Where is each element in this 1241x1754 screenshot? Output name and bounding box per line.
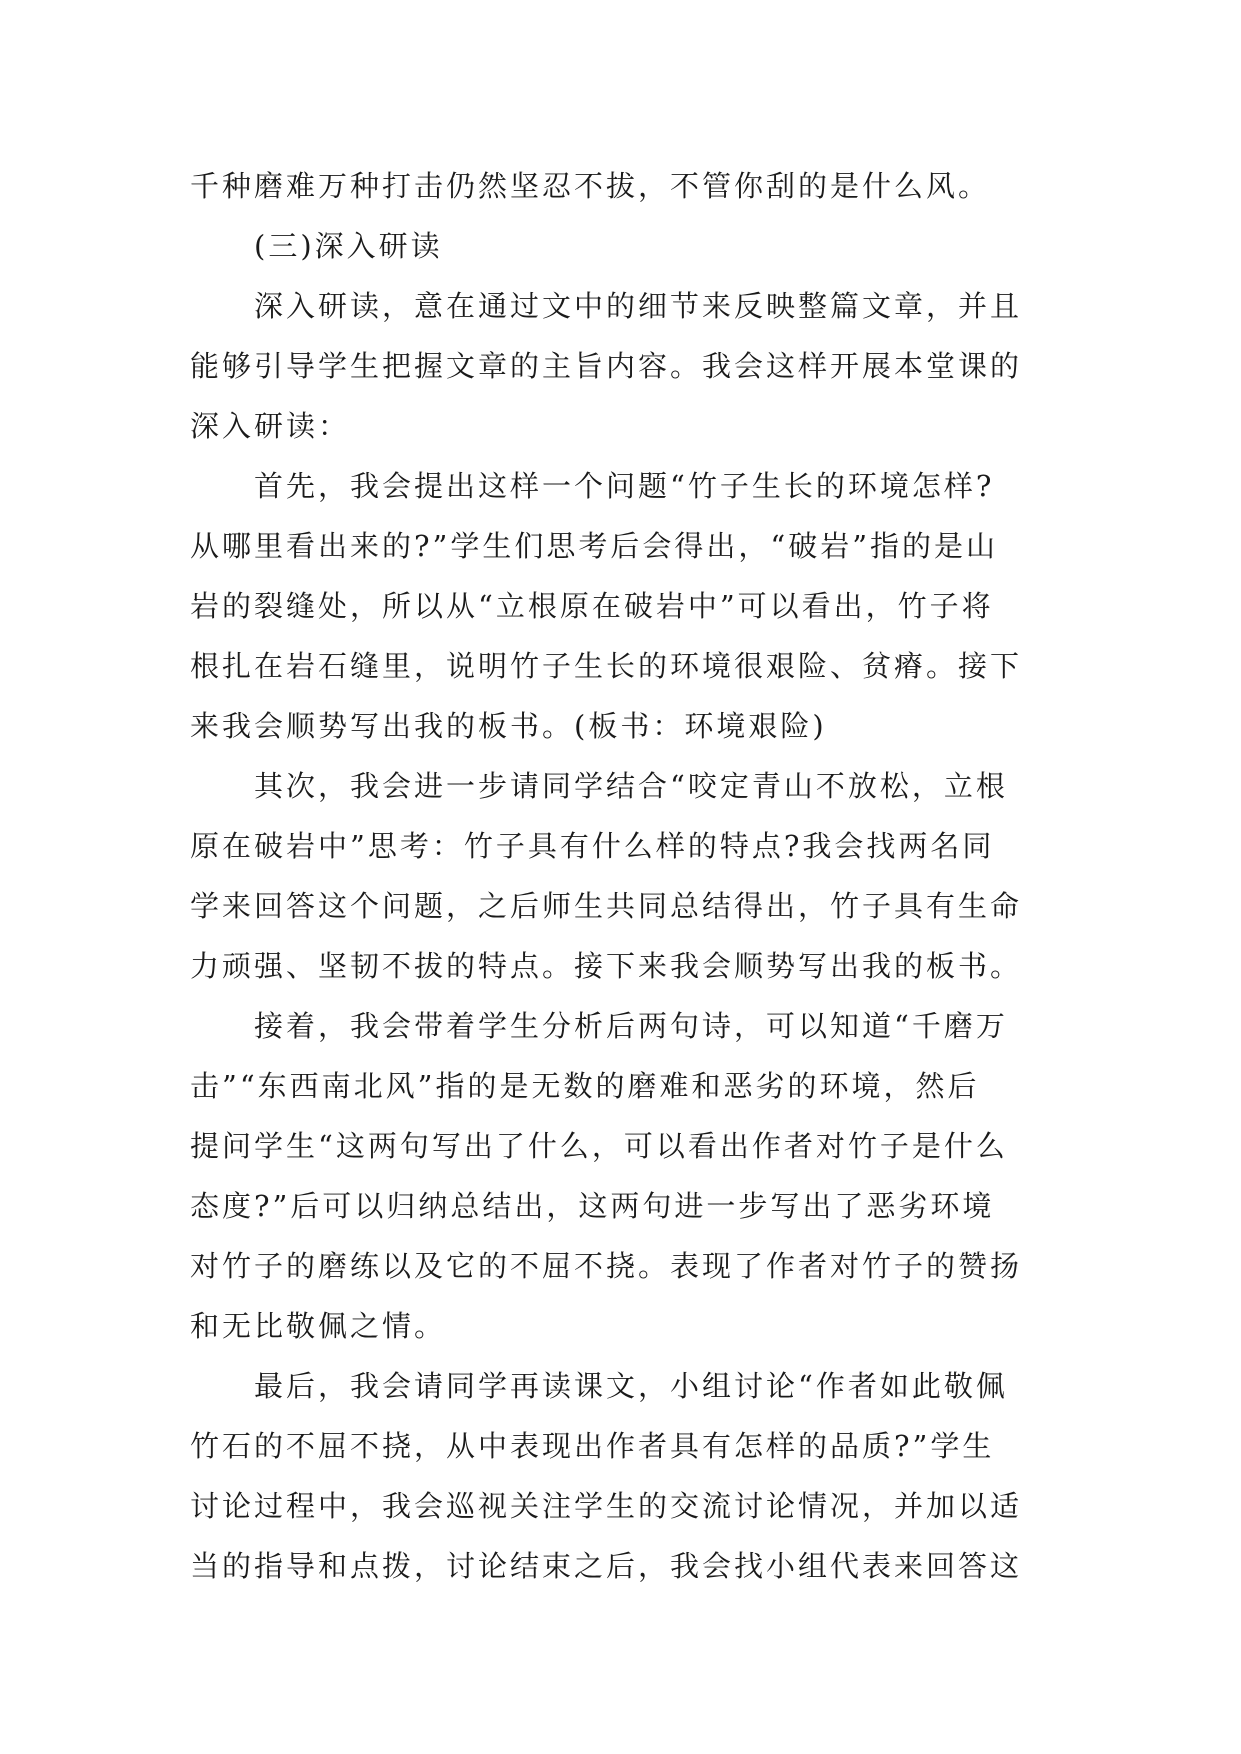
text-line: 对竹子的磨练以及它的不屈不挠。表现了作者对竹子的赞扬 [190, 1249, 1023, 1283]
body-text [190, 156, 1058, 1596]
text-line: 击”“东西南北风”指的是无数的磨难和恶劣的环境，然后 [190, 1069, 980, 1103]
text-line: 力顽强、坚韧不拔的特点。接下来我会顺势写出我的板书。 [190, 949, 1023, 983]
text-line: 提问学生“这两句写出了什么，可以看出作者对竹子是什么 [190, 1129, 1008, 1163]
text-line: 来我会顺势写出我的板书。(板书：环境艰险) [190, 709, 827, 743]
text-line: 其次，我会进一步请同学结合“咬定青山不放松，立根 [254, 769, 1008, 803]
text-line: 从哪里看出来的?”学生们思考后会得出，“破岩”指的是山 [190, 529, 999, 563]
text-line: 和无比敬佩之情。 [190, 1309, 447, 1343]
text-line: 岩的裂缝处，所以从“立根原在破岩中”可以看出，竹子将 [190, 589, 994, 623]
text-line: 首先，我会提出这样一个问题“竹子生长的环境怎样? [254, 469, 995, 503]
text-line: 态度?”后可以归纳总结出，这两句进一步写出了恶劣环境 [190, 1189, 995, 1223]
text-line: 能够引导学生把握文章的主旨内容。我会这样开展本堂课的 [190, 349, 1023, 383]
text-line: 最后，我会请同学再读课文，小组讨论“作者如此敬佩 [254, 1369, 1008, 1403]
text-line: 千种磨难万种打击仍然坚忍不拔，不管你刮的是什么风。 [190, 169, 991, 203]
text-line: 原在破岩中”思考：竹子具有什么样的特点?我会找两名同 [190, 829, 995, 863]
text-line: 接着，我会带着学生分析后两句诗，可以知道“千磨万 [254, 1009, 1008, 1043]
text-line: 深入研读，意在通过文中的细节来反映整篇文章，并且 [254, 289, 1023, 323]
text-line: 深入研读： [190, 409, 351, 443]
text-line: 当的指导和点拨，讨论结束之后，我会找小组代表来回答这 [190, 1549, 1023, 1583]
text-line: 学来回答这个问题，之后师生共同总结得出，竹子具有生命 [190, 889, 1023, 923]
section-heading: (三)深入研读 [254, 229, 443, 263]
text-line: 讨论过程中，我会巡视关注学生的交流讨论情况，并加以适 [190, 1489, 1023, 1523]
text-line: 竹石的不屈不挠，从中表现出作者具有怎样的品质?”学生 [190, 1429, 995, 1463]
text-line: 根扎在岩石缝里，说明竹子生长的环境很艰险、贫瘠。接下 [190, 649, 1023, 683]
